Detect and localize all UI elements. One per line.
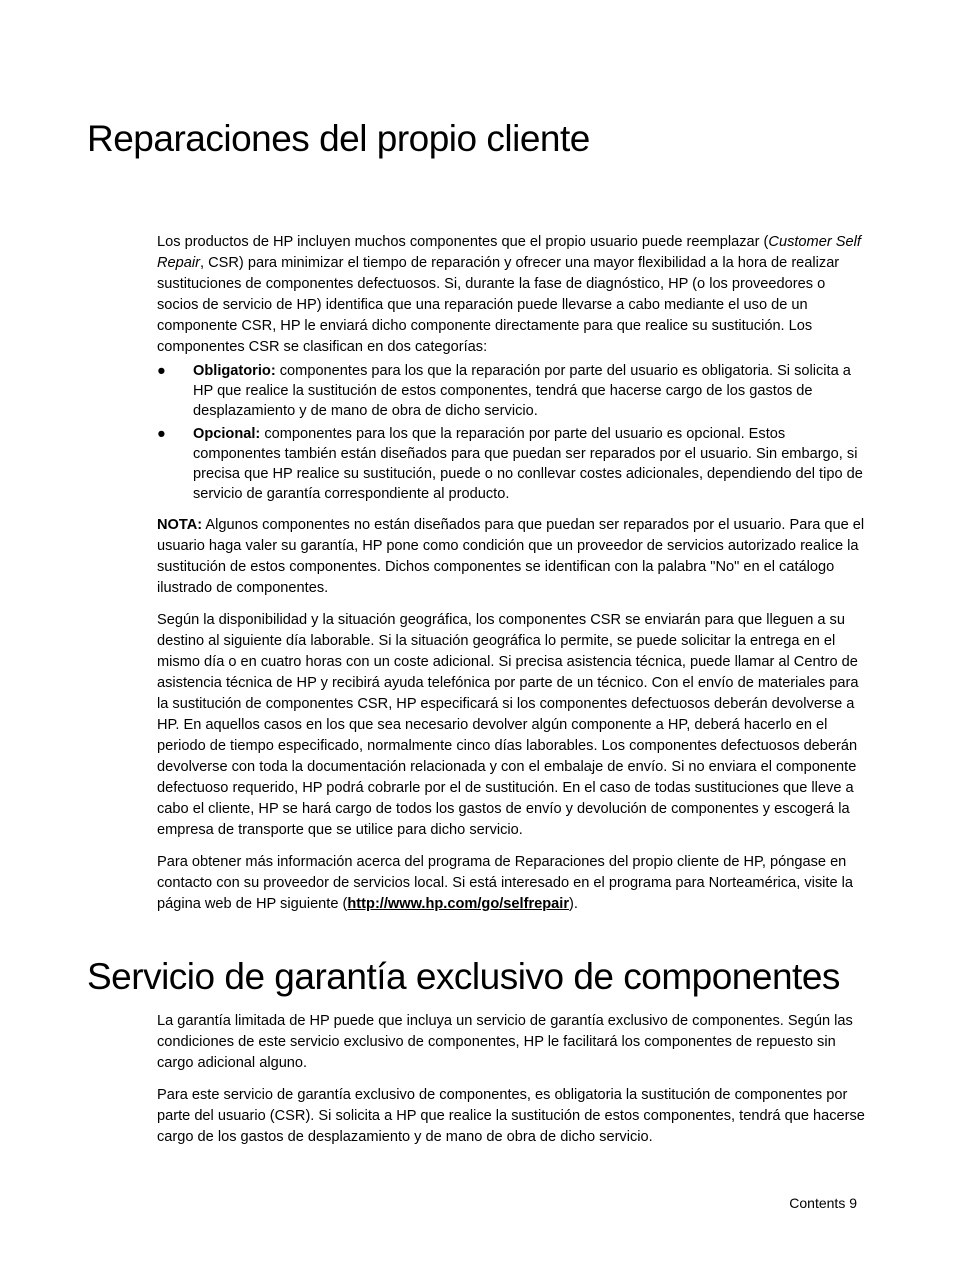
section-title-self-repair: Reparaciones del propio cliente: [87, 118, 590, 159]
section-self-repair-body: [157, 232, 869, 915]
warranty-paragraph-2: Para este servicio de garantía exclusivo de componentes, es obligatoria la sustitución de componentes por parte del usuario (CSR). Si solicita a HP que realice la sustitución de estos componentes, tendrá que hacerse cargo de los gastos de desplazamiento y de mano de obra de dicho servicio.: [157, 1087, 865, 1145]
section-parts-warranty-body: [157, 1011, 869, 1148]
list-item: [157, 424, 869, 504]
intro-paragraph: Los productos de HP incluyen muchos componentes que el propio usuario puede reemplazar (Customer Self Repair, CSR) para minimizar el tiempo de reparación y ofrecer una mayor flexibilidad a la hora de realizar sustituciones de componentes defectuosos. Si, durante la fase de diagnóstico, HP (o los proveedores o socios de servicio de HP) identifica que una reparación puede llevarse a cabo mediante el uso de un componente CSR, HP le enviará dicho componente directamente para que realice su sustitución. Los componentes CSR se clasifican en dos categorías:: [157, 234, 861, 355]
shipping-paragraph: Según la disponibilidad y la situación geográfica, los componentes CSR se enviarán para que lleguen a su destino al siguiente día laborable. Si la situación geográfica lo permite, se puede solicitar la entrega en el mismo día o en cuatro horas con un coste adicional. Si precisa asistencia técnica, puede llamar al Centro de asistencia técnica de HP y recibirá ayuda telefónica por parte de un técnico. Con el envío de materiales para la sustitución de componentes CSR, HP especificará si los componentes defectuosos deberán devolverse a HP. En aquellos casos en los que sea necesario devolver algún componente a HP, deberá hacerlo en el periodo de tiempo especificado, normalmente cinco días laborables. Los componentes defectuosos deberán devolverse con toda la documentación relacionada y con el embalaje de envío. Si no enviara el componente defectuoso requerido, HP podrá cobrarle por el de sustitución. En el caso de todas sustituciones que lleve a cabo el cliente, HP se hará cargo de todos los gastos de envío y devolución de componentes y escogerá la empresa de transporte que se utilice para dicho servicio.: [157, 612, 859, 838]
csr-category-list: [157, 361, 869, 504]
bullet-label: Opcional:: [193, 426, 261, 442]
note-text: Algunos componentes no están diseñados para que puedan ser reparados por el usuario. Para que el usuario haga valer su garantía, HP pone como condición que un proveedor de servicios autorizado realice la sustitución de estos componentes. Dichos componentes se identifican con la palabra "No" en el catálogo ilustrado de componentes.: [157, 517, 865, 596]
bullet-label: Obligatorio:: [193, 363, 276, 379]
bullet-icon: ●: [157, 363, 166, 379]
more-info-paragraph: Para obtener más información acerca del programa de Reparaciones del propio cliente de HP, póngase en contacto con su proveedor de servicios local. Si está interesado en el programa para Norteamérica, visite la página web de HP siguiente (http://www.hp.com/go/selfrepair).: [157, 854, 853, 912]
page-footer: Contents 9: [789, 1195, 857, 1211]
note-label: NOTA:: [157, 517, 203, 533]
selfrepair-link[interactable]: http://www.hp.com/go/selfrepair: [347, 896, 570, 912]
bullet-text: componentes para los que la reparación por parte del usuario es obligatoria. Si solicita a HP que realice la sustitución de estos componentes, tendrá que hacerse cargo de los gastos de desplazamiento y de mano de obra de dicho servicio.: [193, 363, 851, 419]
note-paragraph: [157, 515, 869, 599]
intro-italic-term: Customer Self Repair: [157, 234, 861, 271]
bullet-icon: ●: [157, 426, 166, 442]
warranty-paragraph-1: La garantía limitada de HP puede que incluya un servicio de garantía exclusivo de componentes. Según las condiciones de este servicio exclusivo de componentes, HP le facilitará los componentes de repuesto sin cargo adicional alguno.: [157, 1013, 853, 1071]
list-item: [157, 361, 869, 421]
section-title-parts-warranty: Servicio de garantía exclusivo de componentes: [87, 956, 840, 997]
bullet-text: componentes para los que la reparación por parte del usuario es opcional. Estos componentes también están diseñados para que puedan ser reparados por el usuario. Sin embargo, si precisa que HP realice su sustitución, puede o no conllevar costes adicionales, dependiendo del tipo de servicio de garantía correspondiente al producto.: [193, 426, 863, 502]
